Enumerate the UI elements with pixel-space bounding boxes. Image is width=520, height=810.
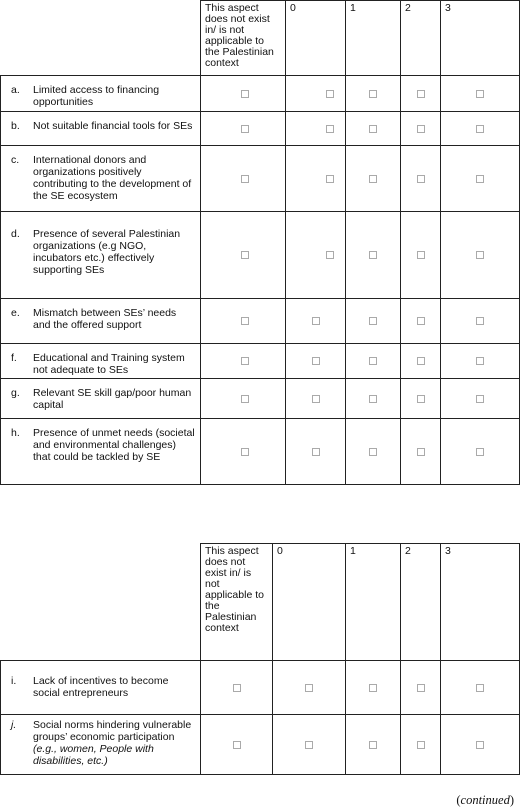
table-row bbox=[1, 212, 520, 299]
row-text: International donors and organizations positively contributing to the development of the SE ecosystem bbox=[33, 154, 192, 202]
table-header-row bbox=[1, 1, 520, 76]
checkbox[interactable] bbox=[312, 395, 320, 403]
checkbox[interactable] bbox=[326, 90, 334, 98]
row-text: Limited access to financing opportunities bbox=[33, 84, 160, 108]
checkbox[interactable] bbox=[241, 175, 249, 183]
cell-not-applicable[interactable] bbox=[201, 379, 286, 419]
table-row bbox=[1, 112, 520, 146]
header-score-1: 1 bbox=[346, 1, 401, 76]
row-label bbox=[1, 419, 201, 485]
checkbox[interactable] bbox=[476, 317, 484, 325]
cell-score-3[interactable] bbox=[441, 344, 520, 379]
header-blank-cell bbox=[1, 1, 201, 76]
header-not-applicable: This aspect does not exist in/ is not applicable to the Palestinian context bbox=[201, 544, 273, 661]
cell-score-3[interactable] bbox=[441, 661, 520, 715]
row-letter: i. bbox=[11, 675, 17, 687]
checkbox[interactable] bbox=[417, 741, 425, 749]
row-label bbox=[1, 146, 201, 212]
row-text: Relevant SE skill gap/poor human capital bbox=[33, 387, 192, 411]
cell-score-2[interactable] bbox=[401, 146, 441, 212]
row-label bbox=[1, 299, 201, 344]
cell-score-1[interactable] bbox=[346, 419, 401, 485]
checkbox[interactable] bbox=[476, 251, 484, 259]
table-row bbox=[1, 146, 520, 212]
cell-score-0[interactable] bbox=[286, 146, 346, 212]
table-row bbox=[1, 715, 520, 775]
cell-score-0[interactable] bbox=[286, 112, 346, 146]
row-text: Educational and Training system not adequate to SEs bbox=[33, 352, 185, 376]
row-text-main: Social norms hindering vulnerable groups’ economic participation bbox=[33, 719, 192, 743]
cell-score-2[interactable] bbox=[401, 212, 441, 299]
checkbox[interactable] bbox=[369, 90, 377, 98]
cell-score-3[interactable] bbox=[441, 76, 520, 112]
table-row bbox=[1, 299, 520, 344]
checkbox[interactable] bbox=[241, 317, 249, 325]
row-letter: f. bbox=[11, 352, 17, 364]
checkbox[interactable] bbox=[369, 448, 377, 456]
cell-score-3[interactable] bbox=[441, 212, 520, 299]
cell-score-0[interactable] bbox=[286, 76, 346, 112]
cell-score-2[interactable] bbox=[401, 661, 441, 715]
row-text: Not suitable financial tools for SEs bbox=[33, 120, 193, 132]
header-blank-cell bbox=[1, 544, 201, 661]
checkbox[interactable] bbox=[417, 684, 425, 692]
cell-score-2[interactable] bbox=[401, 76, 441, 112]
checkbox[interactable] bbox=[233, 684, 241, 692]
cell-score-0[interactable] bbox=[273, 715, 346, 775]
checkbox[interactable] bbox=[369, 684, 377, 692]
checkbox[interactable] bbox=[476, 90, 484, 98]
checkbox[interactable] bbox=[326, 175, 334, 183]
checkbox[interactable] bbox=[417, 175, 425, 183]
cell-score-3[interactable] bbox=[441, 419, 520, 485]
table-row bbox=[1, 661, 520, 715]
row-text: Lack of incentives to become social entrepreneurs bbox=[33, 675, 169, 699]
row-letter: a. bbox=[11, 84, 20, 96]
checkbox[interactable] bbox=[305, 684, 313, 692]
checkbox[interactable] bbox=[476, 741, 484, 749]
table-row bbox=[1, 344, 520, 379]
cell-score-3[interactable] bbox=[441, 299, 520, 344]
cell-not-applicable[interactable] bbox=[201, 661, 273, 715]
row-letter: j. bbox=[11, 719, 17, 731]
row-label bbox=[1, 661, 201, 715]
row-text-examples: (e.g., women, People with disabilities, etc.) bbox=[33, 743, 154, 767]
cell-score-0[interactable] bbox=[286, 419, 346, 485]
row-letter: g. bbox=[11, 387, 20, 399]
row-letter: d. bbox=[11, 228, 20, 240]
cell-not-applicable[interactable] bbox=[201, 299, 286, 344]
checkbox[interactable] bbox=[476, 448, 484, 456]
cell-not-applicable[interactable] bbox=[201, 76, 286, 112]
row-label bbox=[1, 76, 201, 112]
continued-note: (continued) bbox=[456, 793, 514, 807]
checkbox[interactable] bbox=[417, 90, 425, 98]
checkbox[interactable] bbox=[312, 448, 320, 456]
checkbox[interactable] bbox=[241, 448, 249, 456]
cell-score-1[interactable] bbox=[346, 76, 401, 112]
checkbox[interactable] bbox=[369, 125, 377, 133]
header-score-0: 0 bbox=[286, 1, 346, 76]
cell-not-applicable[interactable] bbox=[201, 715, 273, 775]
row-text bbox=[33, 719, 196, 767]
checkbox[interactable] bbox=[476, 357, 484, 365]
row-text: Presence of unmet needs (societal and environmental challenges) that could be tackled by SE bbox=[33, 427, 195, 463]
row-label bbox=[1, 715, 201, 775]
checkbox[interactable] bbox=[417, 395, 425, 403]
cell-score-2[interactable] bbox=[401, 715, 441, 775]
header-score-2: 2 bbox=[401, 544, 441, 661]
cell-score-3[interactable] bbox=[441, 112, 520, 146]
cell-score-3[interactable] bbox=[441, 146, 520, 212]
cell-score-1[interactable] bbox=[346, 715, 401, 775]
checkbox[interactable] bbox=[476, 684, 484, 692]
cell-score-3[interactable] bbox=[441, 715, 520, 775]
checkbox[interactable] bbox=[312, 317, 320, 325]
table-row bbox=[1, 76, 520, 112]
row-label bbox=[1, 344, 201, 379]
cell-score-1[interactable] bbox=[346, 379, 401, 419]
table-row bbox=[1, 379, 520, 419]
checkbox[interactable] bbox=[369, 357, 377, 365]
cell-not-applicable[interactable] bbox=[201, 112, 286, 146]
header-score-1: 1 bbox=[346, 544, 401, 661]
checkbox[interactable] bbox=[476, 395, 484, 403]
checkbox[interactable] bbox=[369, 317, 377, 325]
checkbox[interactable] bbox=[241, 395, 249, 403]
row-letter: b. bbox=[11, 120, 20, 132]
header-score-3: 3 bbox=[441, 544, 520, 661]
checkbox[interactable] bbox=[417, 125, 425, 133]
cell-score-0[interactable] bbox=[286, 344, 346, 379]
cell-score-3[interactable] bbox=[441, 379, 520, 419]
cell-score-0[interactable] bbox=[286, 379, 346, 419]
cell-not-applicable[interactable] bbox=[201, 344, 286, 379]
row-letter: h. bbox=[11, 427, 20, 439]
table-row bbox=[1, 419, 520, 485]
checkbox[interactable] bbox=[326, 251, 334, 259]
checkbox[interactable] bbox=[241, 125, 249, 133]
header-score-3: 3 bbox=[441, 1, 520, 76]
checkbox[interactable] bbox=[417, 448, 425, 456]
cell-not-applicable[interactable] bbox=[201, 146, 286, 212]
checkbox[interactable] bbox=[312, 357, 320, 365]
cell-score-0[interactable] bbox=[273, 661, 346, 715]
checkbox[interactable] bbox=[417, 251, 425, 259]
row-letter: e. bbox=[11, 307, 20, 319]
cell-score-0[interactable] bbox=[286, 299, 346, 344]
row-letter: c. bbox=[11, 154, 20, 166]
row-text: Presence of several Palestinian organizations (e.g NGO, incubators etc.) effectively supporting SEs bbox=[33, 228, 181, 276]
header-not-applicable: This aspect does not exist in/ is not applicable to the Palestinian context bbox=[201, 1, 286, 76]
table-header-row bbox=[1, 544, 520, 661]
cell-score-2[interactable] bbox=[401, 344, 441, 379]
row-label bbox=[1, 112, 201, 146]
checkbox[interactable] bbox=[476, 175, 484, 183]
row-label bbox=[1, 379, 201, 419]
row-text: Mismatch between SEs’ needs and the offered support bbox=[33, 307, 177, 331]
checkbox[interactable] bbox=[241, 90, 249, 98]
cell-score-1[interactable] bbox=[346, 344, 401, 379]
checkbox[interactable] bbox=[476, 125, 484, 133]
cell-score-2[interactable] bbox=[401, 299, 441, 344]
cell-not-applicable[interactable] bbox=[201, 212, 286, 299]
checkbox[interactable] bbox=[369, 251, 377, 259]
header-score-0: 0 bbox=[273, 544, 346, 661]
cell-score-2[interactable] bbox=[401, 379, 441, 419]
checkbox[interactable] bbox=[326, 125, 334, 133]
rating-table-2 bbox=[0, 543, 520, 775]
header-score-2: 2 bbox=[401, 1, 441, 76]
cell-score-2[interactable] bbox=[401, 419, 441, 485]
cell-score-2[interactable] bbox=[401, 112, 441, 146]
checkbox[interactable] bbox=[369, 175, 377, 183]
cell-score-1[interactable] bbox=[346, 212, 401, 299]
checkbox[interactable] bbox=[369, 395, 377, 403]
cell-score-1[interactable] bbox=[346, 661, 401, 715]
cell-score-0[interactable] bbox=[286, 212, 346, 299]
checkbox[interactable] bbox=[369, 741, 377, 749]
cell-score-1[interactable] bbox=[346, 146, 401, 212]
row-label bbox=[1, 212, 201, 299]
checkbox[interactable] bbox=[241, 251, 249, 259]
checkbox[interactable] bbox=[233, 741, 241, 749]
cell-not-applicable[interactable] bbox=[201, 419, 286, 485]
checkbox[interactable] bbox=[241, 357, 249, 365]
cell-score-1[interactable] bbox=[346, 112, 401, 146]
cell-score-1[interactable] bbox=[346, 299, 401, 344]
checkbox[interactable] bbox=[417, 357, 425, 365]
checkbox[interactable] bbox=[417, 317, 425, 325]
checkbox[interactable] bbox=[305, 741, 313, 749]
